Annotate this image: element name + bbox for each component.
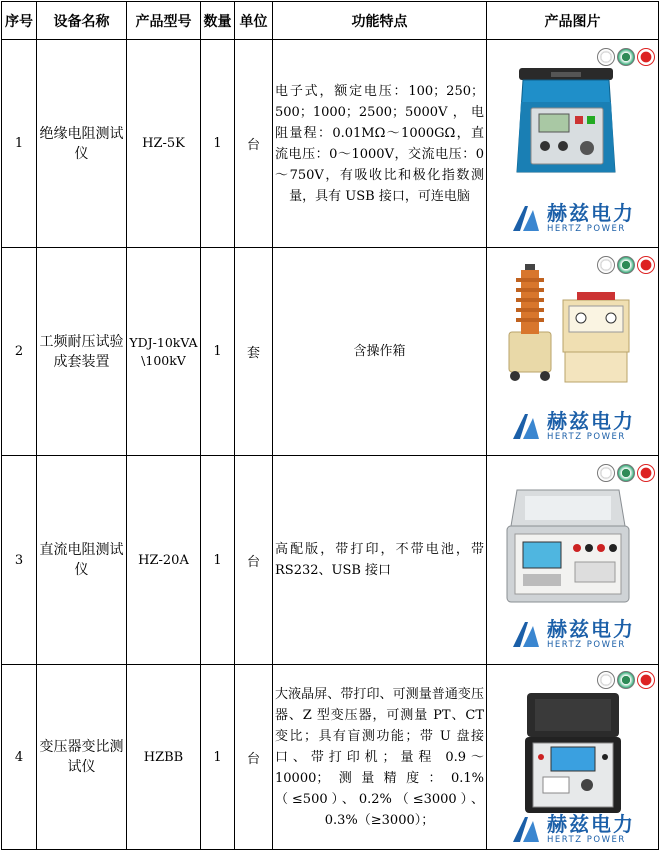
row-unit: 台 bbox=[235, 665, 273, 850]
quality-badge-icon bbox=[637, 671, 655, 689]
header-image: 产品图片 bbox=[487, 2, 659, 40]
hertz-logo-icon bbox=[511, 204, 541, 232]
brand-logo bbox=[489, 618, 657, 650]
brand-name-en: HERTZ POWER bbox=[547, 835, 626, 845]
certification-badges bbox=[597, 671, 655, 689]
hertz-logo-icon bbox=[511, 815, 541, 843]
equipment-spec-table bbox=[1, 1, 659, 850]
row-qty: 1 bbox=[201, 665, 235, 850]
header-unit: 单位 bbox=[235, 2, 273, 40]
row-unit: 套 bbox=[235, 248, 273, 456]
withstand-voltage-set-image bbox=[499, 262, 639, 392]
row-qty: 1 bbox=[201, 456, 235, 665]
row-name: 绝缘电阻测试仪 bbox=[37, 40, 127, 248]
row-features: 电子式，额定电压：100；250；500；1000；2500；5000V，电阻量程：0.01MΩ～1000GΩ，直流电压：0～1000V，交流电压：0～750V，有吸收比和极化指数测量，具有 USB 接口，可连电脑 bbox=[273, 40, 487, 248]
header-qty: 数量 bbox=[201, 2, 235, 40]
quality-badge-icon bbox=[637, 256, 655, 274]
dc-resistance-tester-image bbox=[503, 486, 633, 606]
product-image-cell bbox=[487, 40, 659, 248]
row-features: 含操作箱 bbox=[273, 248, 487, 456]
certification-badges bbox=[597, 464, 655, 482]
row-no: 2 bbox=[2, 248, 37, 456]
row-features: 高配版，带打印，不带电池，带 RS232、USB 接口 bbox=[273, 456, 487, 665]
transformer-ratio-tester-image bbox=[523, 691, 623, 817]
table-header-row bbox=[2, 2, 659, 40]
brand-name-cn: 赫兹电力 bbox=[547, 812, 635, 836]
brand-logo bbox=[489, 410, 657, 442]
brand-name-en: HERTZ POWER bbox=[547, 640, 626, 650]
iso-badge-icon bbox=[597, 464, 615, 482]
brand-name-cn: 赫兹电力 bbox=[547, 200, 635, 225]
row-no: 3 bbox=[2, 456, 37, 665]
header-no: 序号 bbox=[2, 2, 37, 40]
product-image-cell bbox=[487, 248, 659, 456]
row-model: HZ-5K bbox=[127, 40, 201, 248]
row-unit: 台 bbox=[235, 40, 273, 248]
insulation-tester-image bbox=[511, 62, 621, 182]
cert-badge-icon bbox=[617, 464, 635, 482]
row-model: HZ-20A bbox=[127, 456, 201, 665]
row-unit: 台 bbox=[235, 456, 273, 665]
header-model: 产品型号 bbox=[127, 2, 201, 40]
table-row bbox=[2, 40, 659, 248]
iso-badge-icon bbox=[597, 671, 615, 689]
row-model: HZBB bbox=[127, 665, 201, 850]
hertz-logo-icon bbox=[511, 412, 541, 440]
brand-name-en: HERTZ POWER bbox=[547, 431, 626, 442]
table-row bbox=[2, 248, 659, 456]
row-no: 1 bbox=[2, 40, 37, 248]
hertz-logo-icon bbox=[511, 620, 541, 648]
row-name: 工频耐压试验成套装置 bbox=[37, 248, 127, 456]
row-name: 直流电阻测试仪 bbox=[37, 456, 127, 665]
quality-badge-icon bbox=[637, 464, 655, 482]
brand-name-cn: 赫兹电力 bbox=[547, 408, 635, 433]
brand-name-en: HERTZ POWER bbox=[547, 223, 626, 234]
brand-name-cn: 赫兹电力 bbox=[547, 617, 635, 641]
row-features: 大液晶屏、带打印、可测量普通变压器、Z 型变压器，可测量 PT、CT 变比；具有盲测功能；带 U 盘接口、带打印机；量程 0.9～10000；测量精度：0.1%（≤500）、0.2%（≤3000）、0.3%（≥3000）； bbox=[273, 665, 487, 850]
table-row bbox=[2, 665, 659, 850]
brand-logo bbox=[489, 813, 657, 845]
product-image-cell bbox=[487, 665, 659, 850]
row-no: 4 bbox=[2, 665, 37, 850]
header-features: 功能特点 bbox=[273, 2, 487, 40]
table-row bbox=[2, 456, 659, 665]
quality-badge-icon bbox=[637, 48, 655, 66]
cert-badge-icon bbox=[617, 671, 635, 689]
row-name: 变压器变比测试仪 bbox=[37, 665, 127, 850]
brand-logo bbox=[489, 202, 657, 234]
row-qty: 1 bbox=[201, 248, 235, 456]
header-name: 设备名称 bbox=[37, 2, 127, 40]
row-model: YDJ-10kVA\100kV bbox=[127, 248, 201, 456]
row-qty: 1 bbox=[201, 40, 235, 248]
product-image-cell bbox=[487, 456, 659, 665]
